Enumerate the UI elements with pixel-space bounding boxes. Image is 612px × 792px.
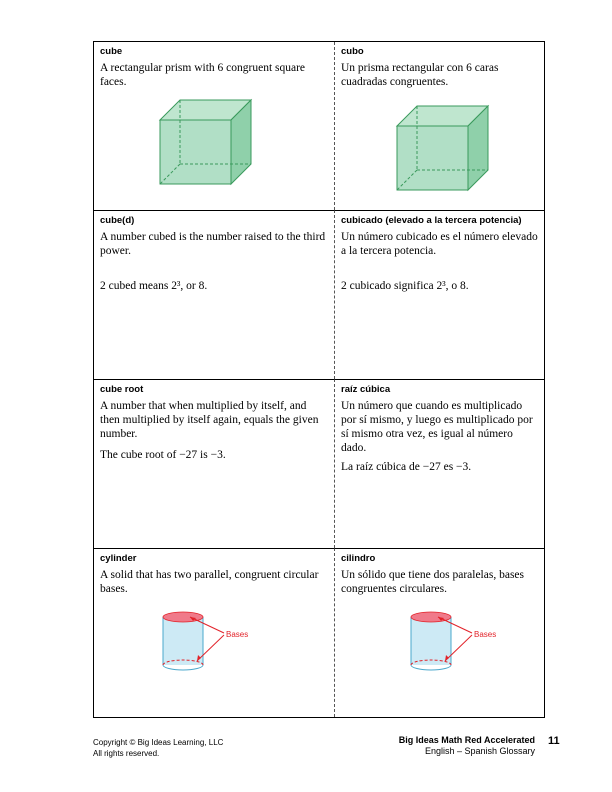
term: raíz cúbica <box>341 384 391 395</box>
glossary-subtitle: English – Spanish Glossary <box>424 746 535 756</box>
term: cilindro <box>341 553 376 564</box>
glossary-cell-cubed-en <box>94 210 334 379</box>
term: cube(d) <box>100 215 135 226</box>
cylinder-figure <box>160 609 270 674</box>
definition: A number cubed is the number raised to the third power. <box>100 231 326 257</box>
glossary-cell-cylinder-en <box>94 548 334 717</box>
rights-text: All rights reserved. <box>93 749 160 758</box>
term: cubo <box>341 46 364 57</box>
term: cube root <box>100 384 144 395</box>
book-title: Big Ideas Math Red Accelerated <box>398 735 535 745</box>
glossary-cell-cylinder-es <box>334 548 544 717</box>
bases-label: Bases <box>474 630 497 639</box>
glossary-table <box>93 41 545 718</box>
definition: A rectangular prism with 6 congruent square faces. <box>100 62 306 88</box>
definition: A number that when multiplied by itself, and then multiplied by itself again, equals the given number. <box>100 400 319 440</box>
cube-figure <box>395 104 495 194</box>
definition: Un prisma rectangular con 6 caras cuadradas congruentes. <box>341 62 499 88</box>
copyright-text: Copyright © Big Ideas Learning, LLC <box>93 738 224 747</box>
page-number: 11 <box>548 735 560 747</box>
glossary-cell-cube-root-en <box>94 379 334 548</box>
cube-figure <box>158 98 258 188</box>
example: 2 cubicado significa 2³, o 8. <box>341 280 469 292</box>
term: cube <box>100 46 123 57</box>
example: La raíz cúbica de −27 es −3. <box>341 461 472 473</box>
glossary-cell-cubed-es <box>334 210 544 379</box>
glossary-cell-cube-en <box>94 42 334 210</box>
definition: Un sólido que tiene dos paralelas, bases congruentes circulares. <box>341 569 524 595</box>
term: cylinder <box>100 553 137 564</box>
glossary-cell-cube-es <box>334 42 544 210</box>
definition: Un número cubicado es el número elevado a la tercera potencia. <box>341 231 538 257</box>
cylinder-figure <box>408 609 518 674</box>
footer-book-info <box>360 735 535 757</box>
definition: A solid that has two parallel, congruent circular bases. <box>100 569 319 595</box>
footer-copyright <box>93 737 223 759</box>
example: 2 cubed means 2³, or 8. <box>100 280 208 292</box>
bases-label: Bases <box>226 630 249 639</box>
example: The cube root of −27 is −3. <box>100 449 226 461</box>
term: cubicado (elevado a la tercera potencia) <box>341 215 522 226</box>
glossary-cell-cube-root-es <box>334 379 544 548</box>
definition: Un número que cuando es multiplicado por sí mismo, y luego es multiplicado por sí mismo otra vez, es igual al número dado. <box>341 400 533 454</box>
